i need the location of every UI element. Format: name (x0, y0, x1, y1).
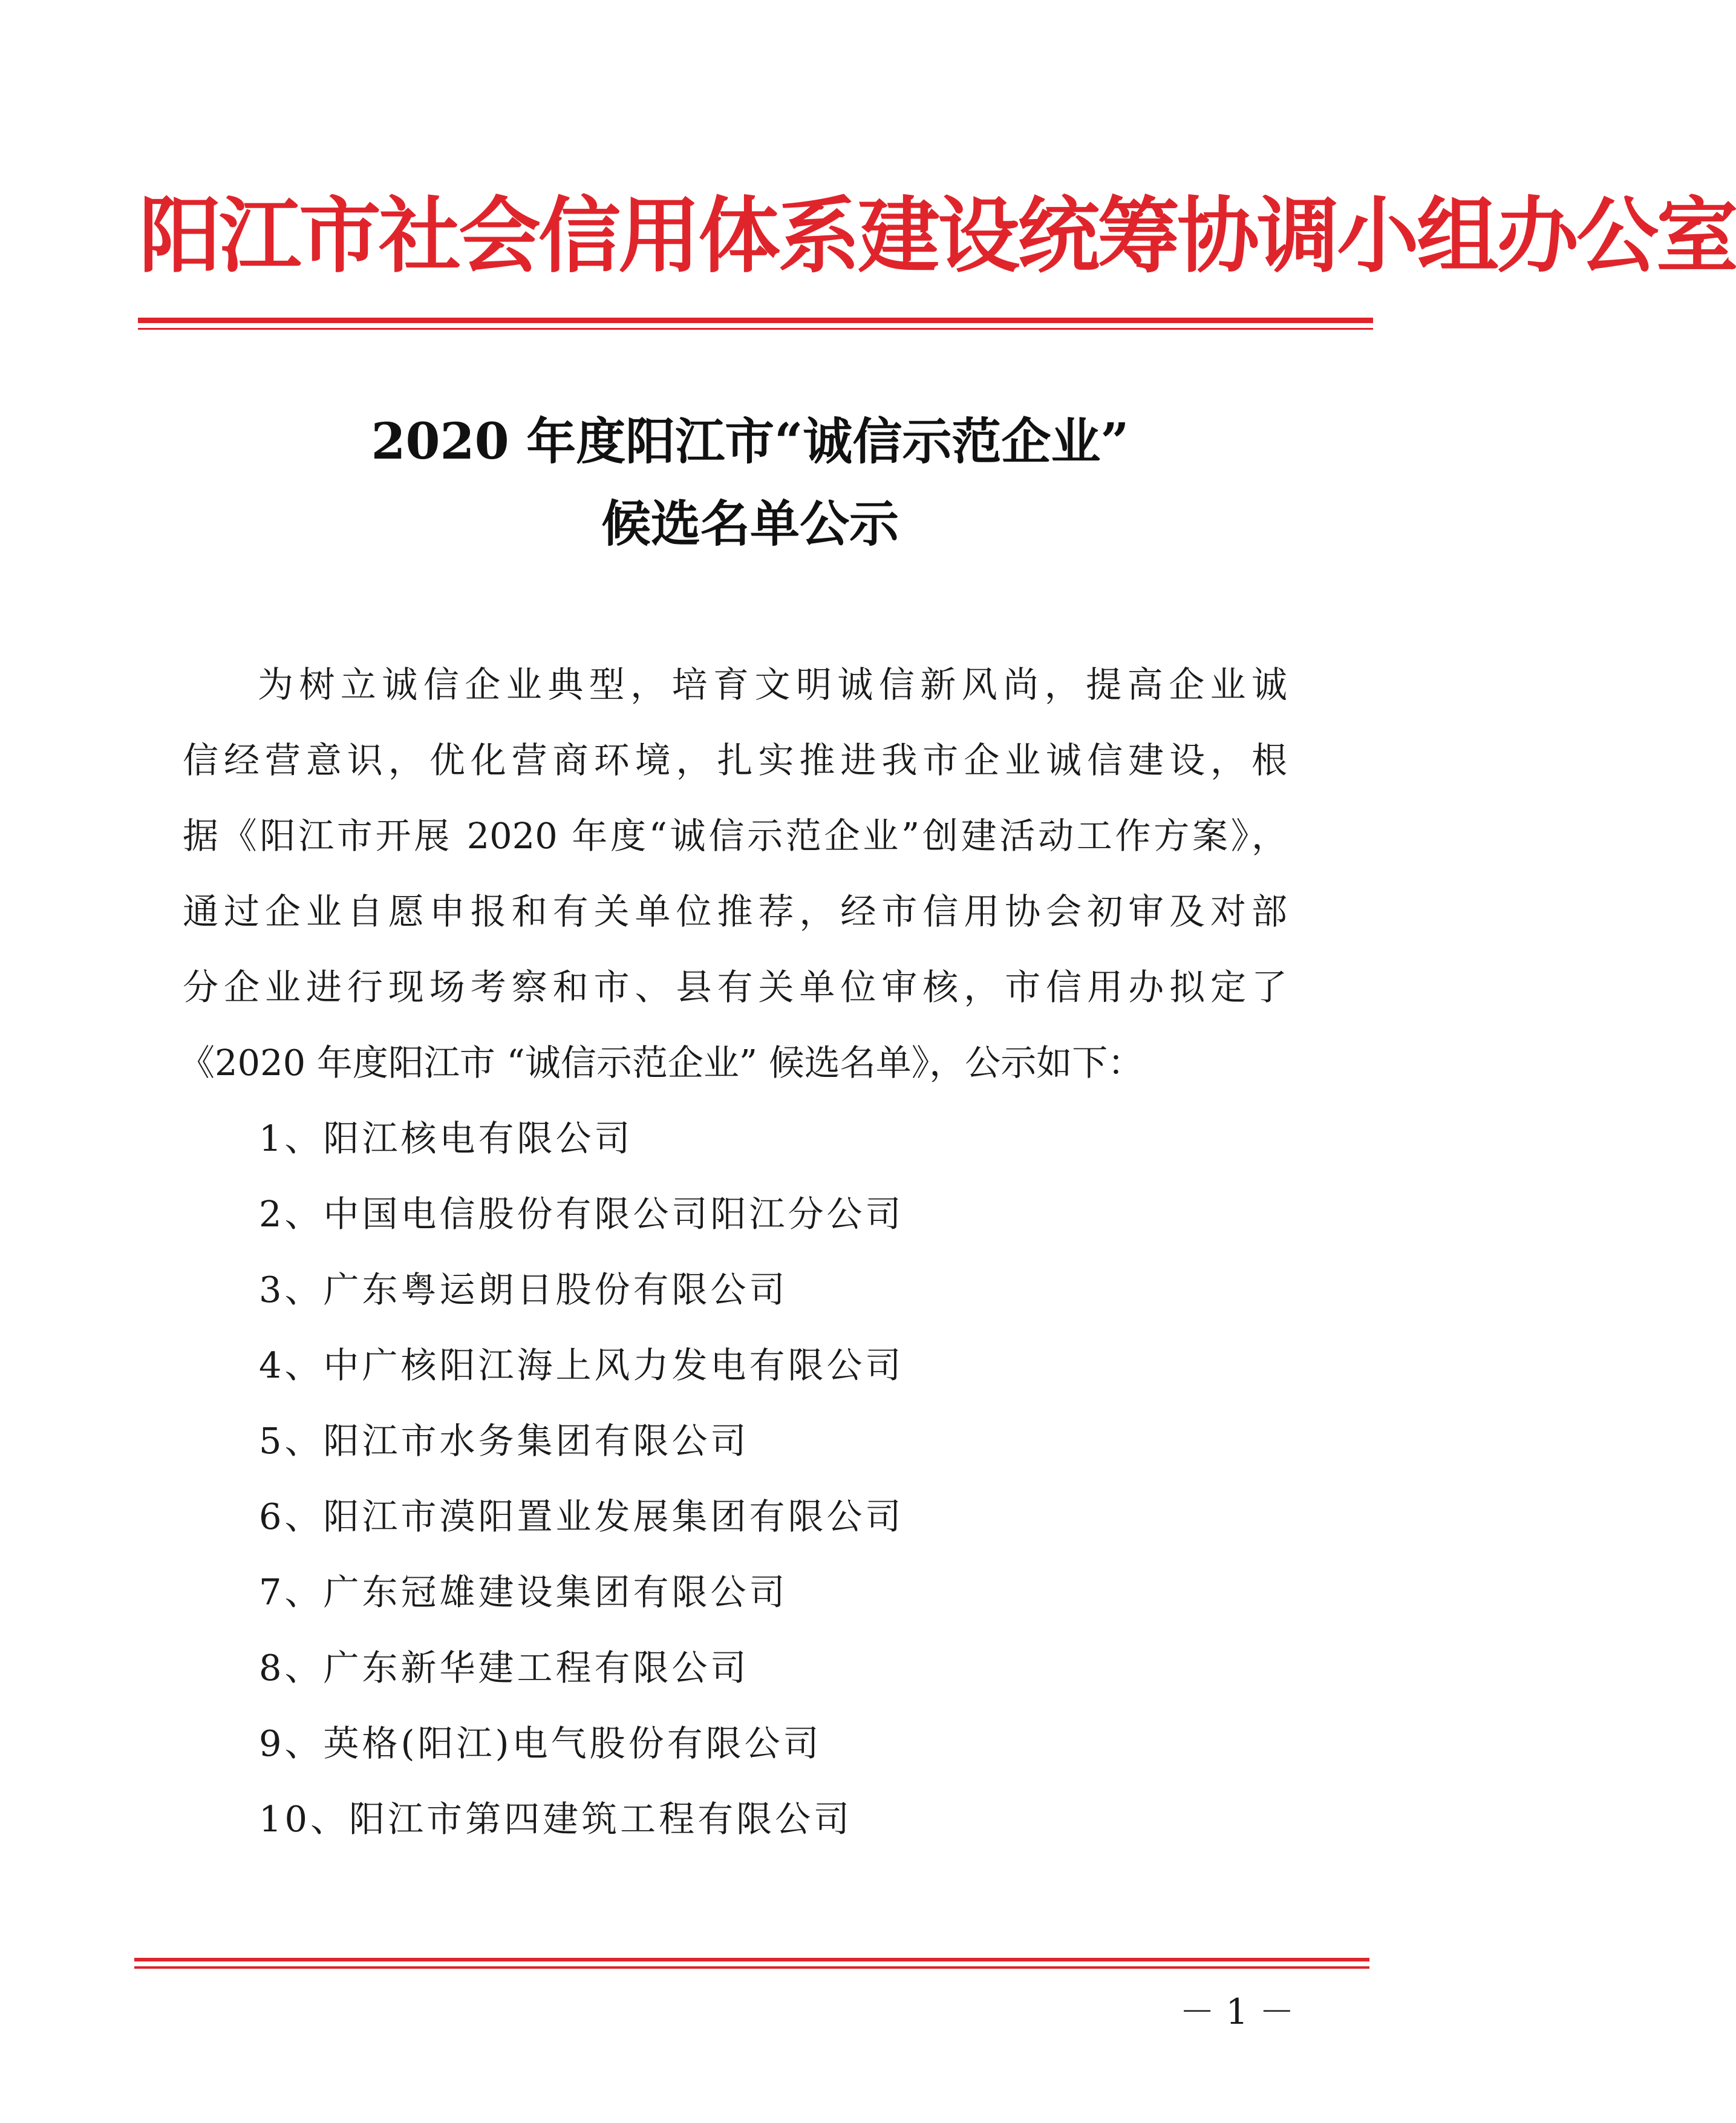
header-divider-thin (138, 328, 1373, 330)
paragraph-line: 通过企业自愿申报和有关单位推荐，经市信用协会初审及对部 (183, 891, 1287, 932)
page-number: － 1 － (1180, 1991, 1294, 2032)
list-item: 1、阳江核电有限公司 (259, 1117, 633, 1159)
footer-divider-thin (134, 1966, 1369, 1969)
footer-divider-thick (134, 1958, 1369, 1961)
list-item: 7、广东冠雄建设集团有限公司 (259, 1571, 788, 1613)
paragraph-line: 分企业进行现场考察和市、县有关单位审核，市信用办拟定了 (183, 966, 1287, 1008)
list-item: 5、阳江市水务集团有限公司 (259, 1420, 749, 1462)
list-item: 3、广东粤运朗日股份有限公司 (259, 1269, 788, 1310)
list-item: 6、阳江市漠阳置业发展集团有限公司 (259, 1496, 904, 1537)
header-divider-thick (138, 318, 1373, 323)
document-title-line-2: 候选名单公示 (601, 495, 899, 553)
list-item: 10、阳江市第四建筑工程有限公司 (259, 1798, 853, 1840)
list-item: 9、英格(阳江)电气股份有限公司 (259, 1722, 822, 1764)
list-item: 2、中国电信股份有限公司阳江分公司 (259, 1193, 904, 1235)
list-item: 4、中广核阳江海上风力发电有限公司 (259, 1344, 904, 1386)
document-title-line-1: 2020 年度阳江市“诚信示范企业” (371, 413, 1129, 471)
paragraph-line: 为树立诚信企业典型，培育文明诚信新风尚，提高企业诚 (258, 664, 1287, 705)
paragraph-line: 据《阳江市开展 2020 年度“诚信示范企业”创建活动工作方案》， (183, 815, 1287, 857)
letterhead-organization: 阳江市社会信用体系建设统筹协调小组办公室 (139, 188, 1736, 284)
paragraph-line: 《2020 年度阳江市 “诚信示范企业” 候选名单》，公示如下： (179, 1042, 1144, 1084)
paragraph-line: 信经营意识，优化营商环境，扎实推进我市企业诚信建设，根 (183, 739, 1287, 781)
list-item: 8、广东新华建工程有限公司 (259, 1647, 749, 1689)
